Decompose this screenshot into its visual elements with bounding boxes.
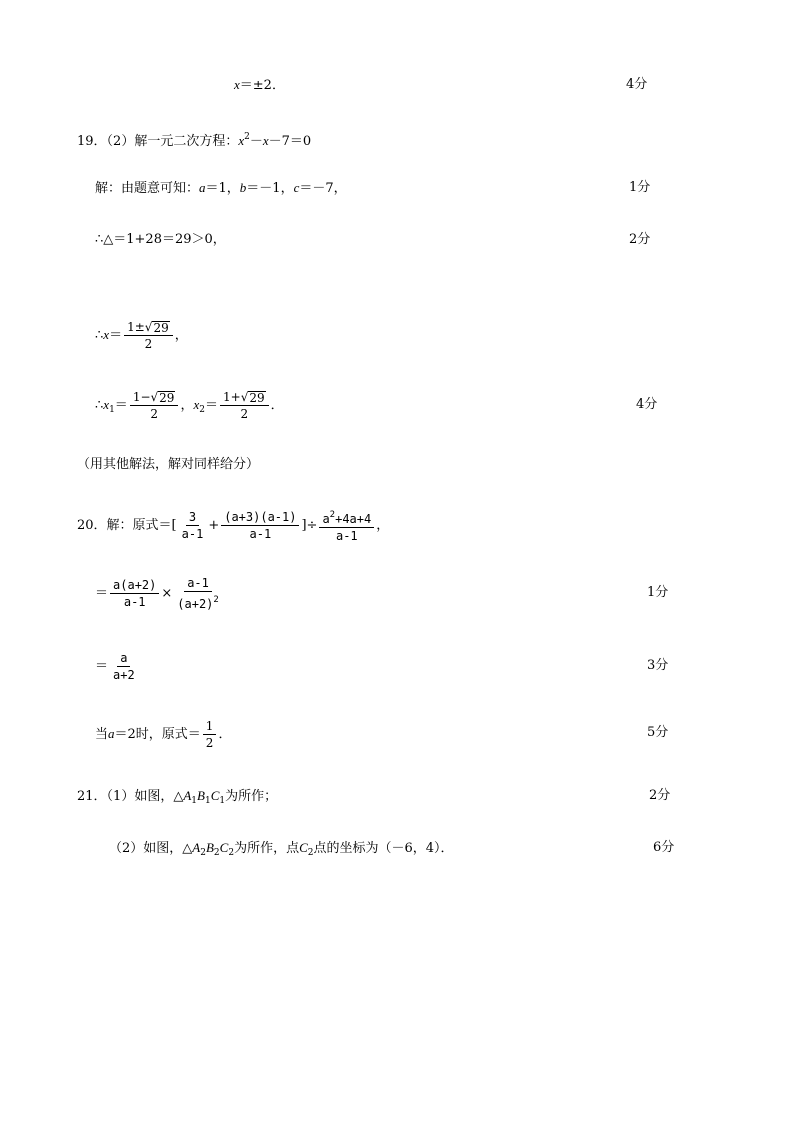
score-1: 1分 xyxy=(647,585,669,600)
fraction: 1−√ 29 2 xyxy=(130,389,179,422)
fraction: $\frac{3}{a-1}$ xyxy=(181,510,204,541)
score-1: 1分 xyxy=(629,180,651,195)
sqrt-symbol: √ 29 xyxy=(240,390,265,405)
score-4: 4分 xyxy=(636,397,658,412)
score-3: 3分 xyxy=(647,658,669,673)
sqrt-symbol: √ 29 xyxy=(150,390,175,405)
problem-21-1: 21．（1）如图，$\triangle A_1B_1C_1$为所作； xyxy=(77,788,278,806)
fraction: $\frac{a(a+2)}{a-1}$ xyxy=(110,577,159,610)
sqrt-symbol: √ 29 xyxy=(144,320,169,335)
root-formula-line: ∴x＝ 1±√ 29 2 ， xyxy=(95,320,188,351)
note-alternative-method: （用其他解法，解对同样给分） xyxy=(77,457,260,472)
fraction: 1+√ 29 2 xyxy=(220,389,269,422)
fraction: $\frac{a}{a+2}$ xyxy=(113,651,135,682)
score-5: 5分 xyxy=(647,725,669,740)
simplify-step-1: ＝ $\frac{a(a+2)}{a-1}$ × $\frac{a-1}{(a+2)^2}$ xyxy=(95,575,224,613)
var-x: x xyxy=(234,77,240,92)
score-2: 2分 xyxy=(629,232,651,247)
evaluate-line: 当a＝2时，原式＝ $\frac{1}{2}$ ． xyxy=(95,719,232,750)
problem-19-2-heading: 19．（2）解一元二次方程：$x^2-x-7=0$ xyxy=(77,132,312,149)
score-4: 4分 xyxy=(626,77,648,92)
answer-line-x-equals: x＝±2． xyxy=(234,77,285,93)
score-2: 2分 xyxy=(649,788,671,803)
fraction: $\frac{a-1}{(a+2)^2}$ xyxy=(177,576,219,611)
fraction: $\frac{a^2+4a+4}{a-1}$ xyxy=(319,507,374,544)
roots-line: $\therefore x_1=$ 1−√ 29 2 ，$x_2=$ 1+√ 29 2 ． xyxy=(95,390,284,421)
problem-20-expression: 20．解：原式＝[ $\frac{3}{a-1}$ + $\frac{(a+3)(a-1)}{a-1}$ ]÷ $\frac{a^2+4a+4}{a-1}$ ， xyxy=(77,507,389,545)
problem-21-2: （2）如图，$\triangle A_2B_2C_2$为所作，点$C_2$点的坐标为（－6，4）． xyxy=(109,840,454,858)
fraction: $\frac{(a+3)(a-1)}{a-1}$ xyxy=(221,509,299,542)
solution-coefficients: 解：由题意可知：a＝1，b＝－1，c＝－7， xyxy=(95,180,347,196)
discriminant-line: ∴△＝1+28＝29＞0， xyxy=(95,232,226,247)
simplify-step-2: ＝ $\frac{a}{a+2}$ xyxy=(95,648,140,686)
fraction: 1±√ 29 2 xyxy=(124,319,173,352)
fraction: $\frac{1}{2}$ xyxy=(203,718,217,751)
score-6: 6分 xyxy=(653,840,675,855)
